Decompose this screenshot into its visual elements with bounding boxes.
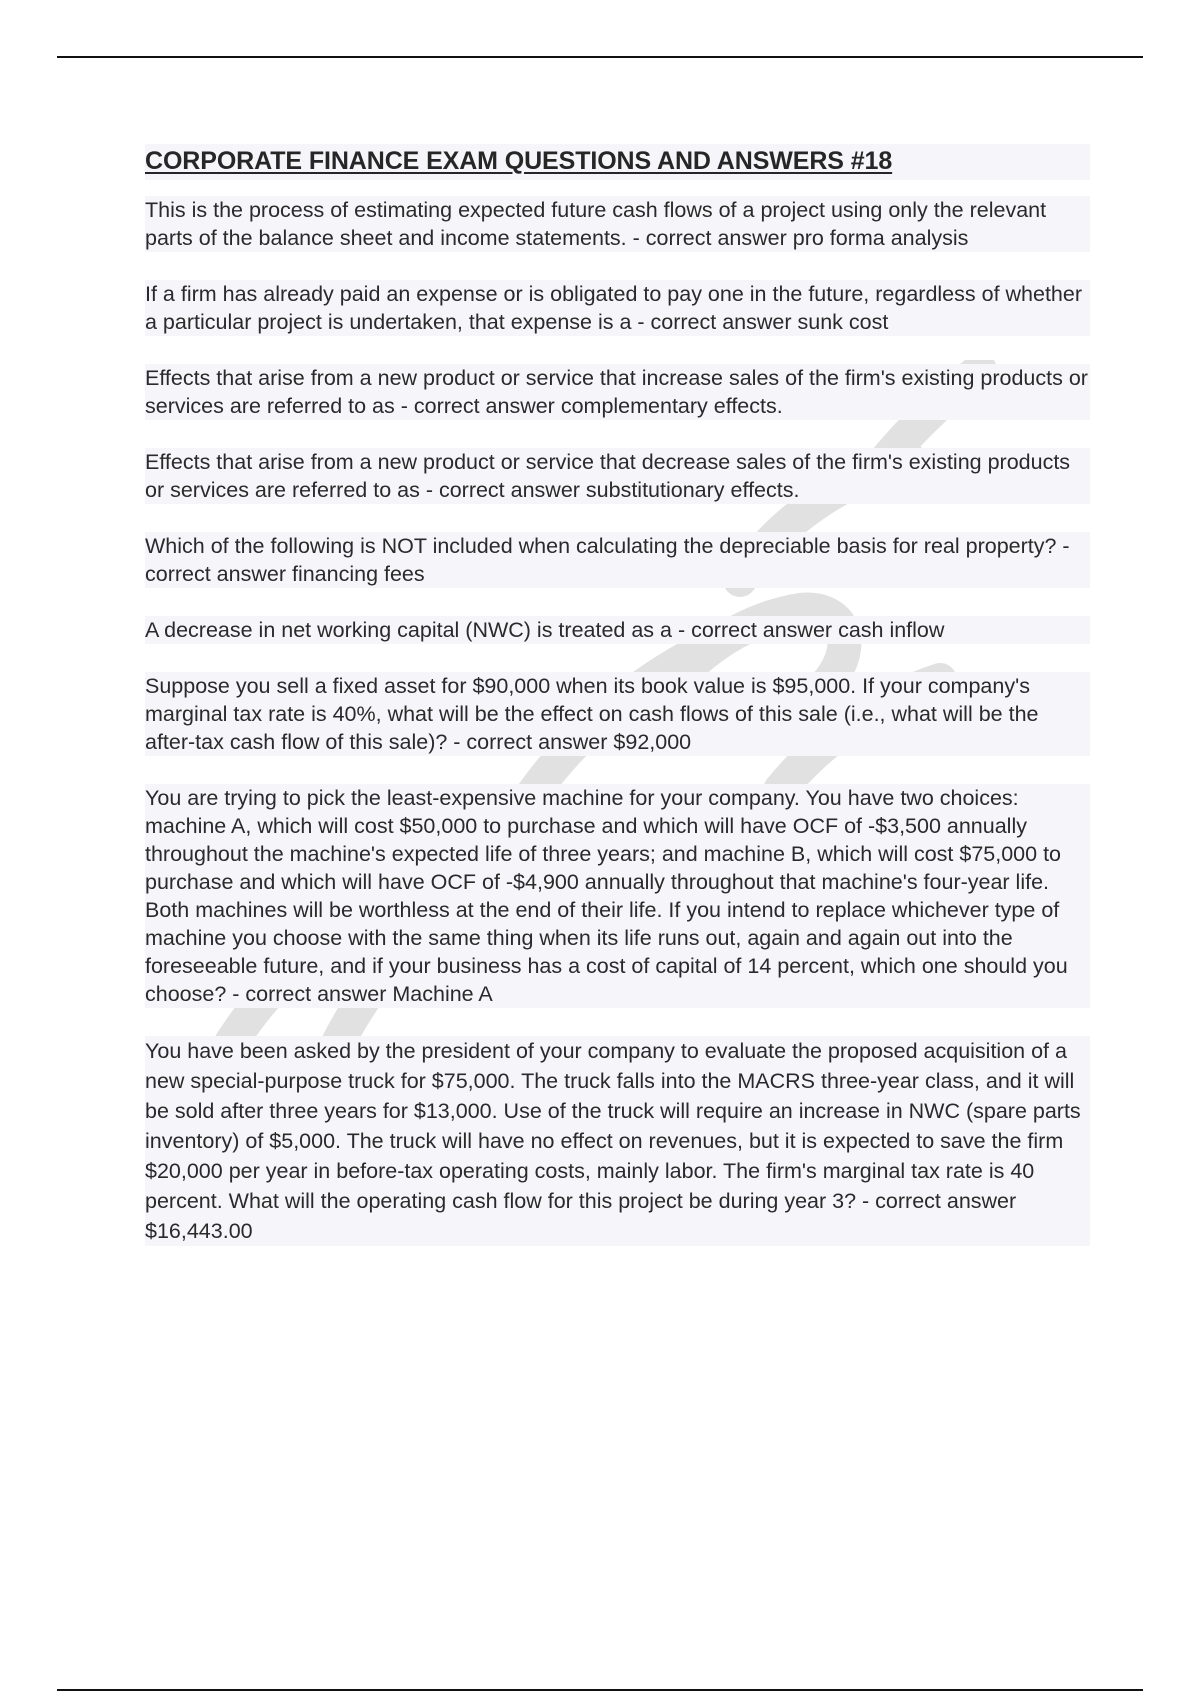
question-text: Effects that arise from a new product or service that increase sales of the firm's existing products or services are referred to as <box>145 366 1088 418</box>
answer-text: cash inflow <box>838 618 945 642</box>
qa-item <box>145 616 1090 644</box>
qa-item <box>145 532 1090 588</box>
answer-separator: - correct answer <box>626 226 793 250</box>
answer-text: Machine A <box>392 982 493 1006</box>
question-text: Which of the following is NOT included when calculating the depreciable basis for real property? <box>145 534 1057 558</box>
answer-separator: - correct answer <box>447 730 614 754</box>
answer-separator: - correct answer <box>631 310 798 334</box>
answer-text: financing fees <box>291 562 425 586</box>
answer-separator: - correct answer <box>671 618 839 642</box>
document-body <box>145 144 1090 1274</box>
question-text: You are trying to pick the least-expensive machine for your company. You have two choices: machine A, which will cost $50,000 to purchase and which will have OCF of -$3,500 annually throughout the machine's expected life of three years; and machine B, which will cost $75,000 to purchase and which will have OCF of -$4,900 annually throughout that machine's four-year life. Both machines will be worthless at the end of their life. If you intend to replace whichever type of machine you choose with the same thing when its life runs out, again and again out into the foreseeable future, and if your business has a cost of capital of 14 percent, which one should you choose? <box>145 786 1068 1006</box>
qa-item <box>145 280 1090 336</box>
question-text: Effects that arise from a new product or service that decrease sales of the firm's existing products or services are referred to as <box>145 450 1071 502</box>
answer-separator: - correct answer <box>856 1189 1017 1213</box>
qa-item <box>145 448 1090 504</box>
qa-item <box>145 196 1090 252</box>
qa-item <box>145 784 1090 1008</box>
qa-item <box>145 672 1090 756</box>
question-text: A decrease in net working capital (NWC) is treated as a <box>145 618 672 642</box>
answer-separator: - correct answer <box>394 394 561 418</box>
answer-separator: - correct answer <box>419 478 586 502</box>
qa-item <box>145 364 1090 420</box>
question-text: Suppose you sell a fixed asset for $90,000 when its book value is $95,000. If your company's marginal tax rate is 40%, what will be the effect on cash flows of this sale (i.e., what will be the after-tax cash flow of this sale)? <box>145 674 1039 754</box>
header-rule <box>57 56 1143 58</box>
question-text: If a firm has already paid an expense or is obligated to pay one in the future, regardless of whether a particular project is undertaken, that expense is a <box>145 282 1083 334</box>
question-text: You have been asked by the president of your company to evaluate the proposed acquisition of a new special-purpose truck for $75,000. The truck falls into the MACRS three-year class, and it will be sold after three years for $13,000. Use of the truck will require an increase in NWC (spare parts inventory) of $5,000. The truck will have no effect on revenues, but it is expected to save the firm $20,000 per year in before-tax operating costs, mainly labor. The firm's marginal tax rate is 40 percent. What will the operating cash flow for this project be during year 3? <box>145 1039 1081 1213</box>
answer-text: sunk cost <box>797 310 889 334</box>
answer-text: complementary effects. <box>560 394 783 418</box>
document-title: CORPORATE FINANCE EXAM QUESTIONS AND ANSWERS #18 <box>145 144 1090 180</box>
answer-text: $92,000 <box>613 730 692 754</box>
question-text: This is the process of estimating expected future cash flows of a project using only the relevant parts of the balance sheet and income statements. <box>145 198 1047 250</box>
answer-text: $16,443.00 <box>145 1219 253 1243</box>
answer-text: pro forma analysis <box>792 226 969 250</box>
qa-item <box>145 1036 1090 1246</box>
footer-rule <box>57 1689 1143 1691</box>
answer-separator: - correct answer <box>145 534 1070 586</box>
qa-list <box>145 196 1090 1246</box>
answer-text: substitutionary effects. <box>585 478 800 502</box>
answer-separator: - correct answer <box>226 982 393 1006</box>
